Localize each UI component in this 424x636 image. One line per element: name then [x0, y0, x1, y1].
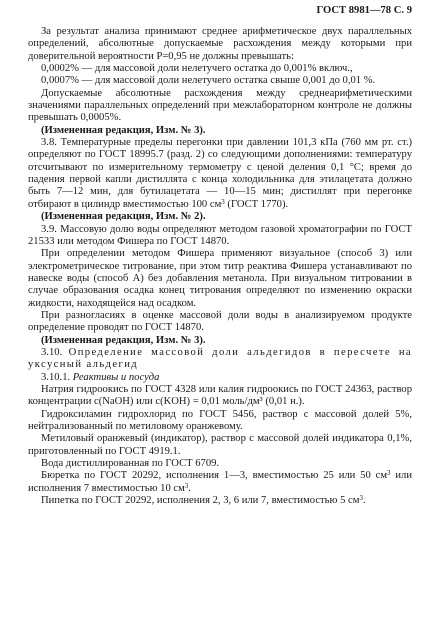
paragraph: 3.8. Температурные пределы перегонки при давлении 101,3 кПа (760 мм рт. ст.) определяют по ГОСТ 18995.7 (разд. 2) со следующими дополнениями: температуру отсчитывают по измерительному термометру с ценой деления 0,1 °С; время до падения первой капли дистиллята с конца холодильника для этилацетата должно быть 7—12 мин, для бутилацетата — 10—15 мин; дистиллят при перегонке отбирают в цилиндр вместимостью 100 $см^3$ (ГОСТ 1770).: [28, 137, 412, 210]
paragraph: При разногласиях в оценке массовой доли воды в анализируемом продукте определение проводят по ГОСТ 14870.: [28, 309, 412, 334]
paragraph: (Измененная редакция, Изм. № 3).: [41, 124, 206, 136]
paragraph: (Измененная редакция, Изм. № 2).: [41, 211, 206, 223]
paragraph: Натрия гидроокись по ГОСТ 4328 или калия гидроокись по ГОСТ 24363, раствор концентрации с(NaOH) или с(KOH) = 0,01 моль/дм³ (0,01 н.).: [28, 383, 412, 408]
paragraph: Бюретка по ГОСТ 20292, исполнения 1—3, вместимостью 25 или 50 $см^3$ или исполнения 7 вместимостью 10 $см^3$.: [28, 469, 413, 494]
paragraph: 3.10. Определение массовой доли альдегидов в пересчете на уксусный альдегид: [28, 346, 412, 371]
paragraph: Пипетка по ГОСТ 20292, исполнения 2, 3, 6 или 7, вместимостью 5 $см^3$.: [41, 494, 366, 507]
paragraph: Метиловый оранжевый (индикатор), раствор с массовой долей индикатора 0,1%, приготовленный по ГОСТ 4919.1.: [28, 433, 412, 457]
document-body: [28, 26, 412, 507]
paragraph: (Измененная редакция, Изм. № 3).: [41, 334, 206, 346]
paragraph: 3.10.1. Реактивы и посуда: [41, 371, 160, 383]
page-header: ГОСТ 8981—78 С. 9: [316, 5, 412, 16]
paragraph: 0,0007% — для массовой доли нелетучего остатка свыше 0,001 до 0,01 %.: [41, 75, 376, 87]
paragraph: За результат анализа принимают среднее арифметическое двух параллельных определений, абсолютные допускаемые расхождения между которыми при доверительной вероятности P=0,95 не должны превышать:: [28, 26, 412, 62]
paragraph: Допускаемые абсолютные расхождения между среднеарифметическими значениями параллельных определений при межлабораторном контроле не должны превышать 0,0005%.: [28, 87, 412, 124]
paragraph: 3.9. Массовую долю воды определяют методом газовой хроматографии по ГОСТ 21533 или методом Фишера по ГОСТ 14870.: [28, 223, 412, 247]
paragraph: Вода дистиллированная по ГОСТ 6709.: [41, 458, 220, 470]
paragraph: При определении методом Фишера применяют визуальное (способ 3) или электрометрическое титрование, при этом титр реактива Фишера устанавливают по навеске воды (способ А) без добавления метанола. При визуальном титровании в случае образования осадка конец титрования определяют по изменению окраски жидкости, находящейся над осадком.: [28, 248, 412, 309]
paragraph: Гидроксиламин гидрохлорид по ГОСТ 5456, раствор с массовой долей 5%, нейтрализованный по метиловому оранжевому.: [28, 408, 412, 432]
paragraph: 0,0002% — для массовой доли нелетучего остатка до 0,001% включ.,: [41, 63, 353, 75]
